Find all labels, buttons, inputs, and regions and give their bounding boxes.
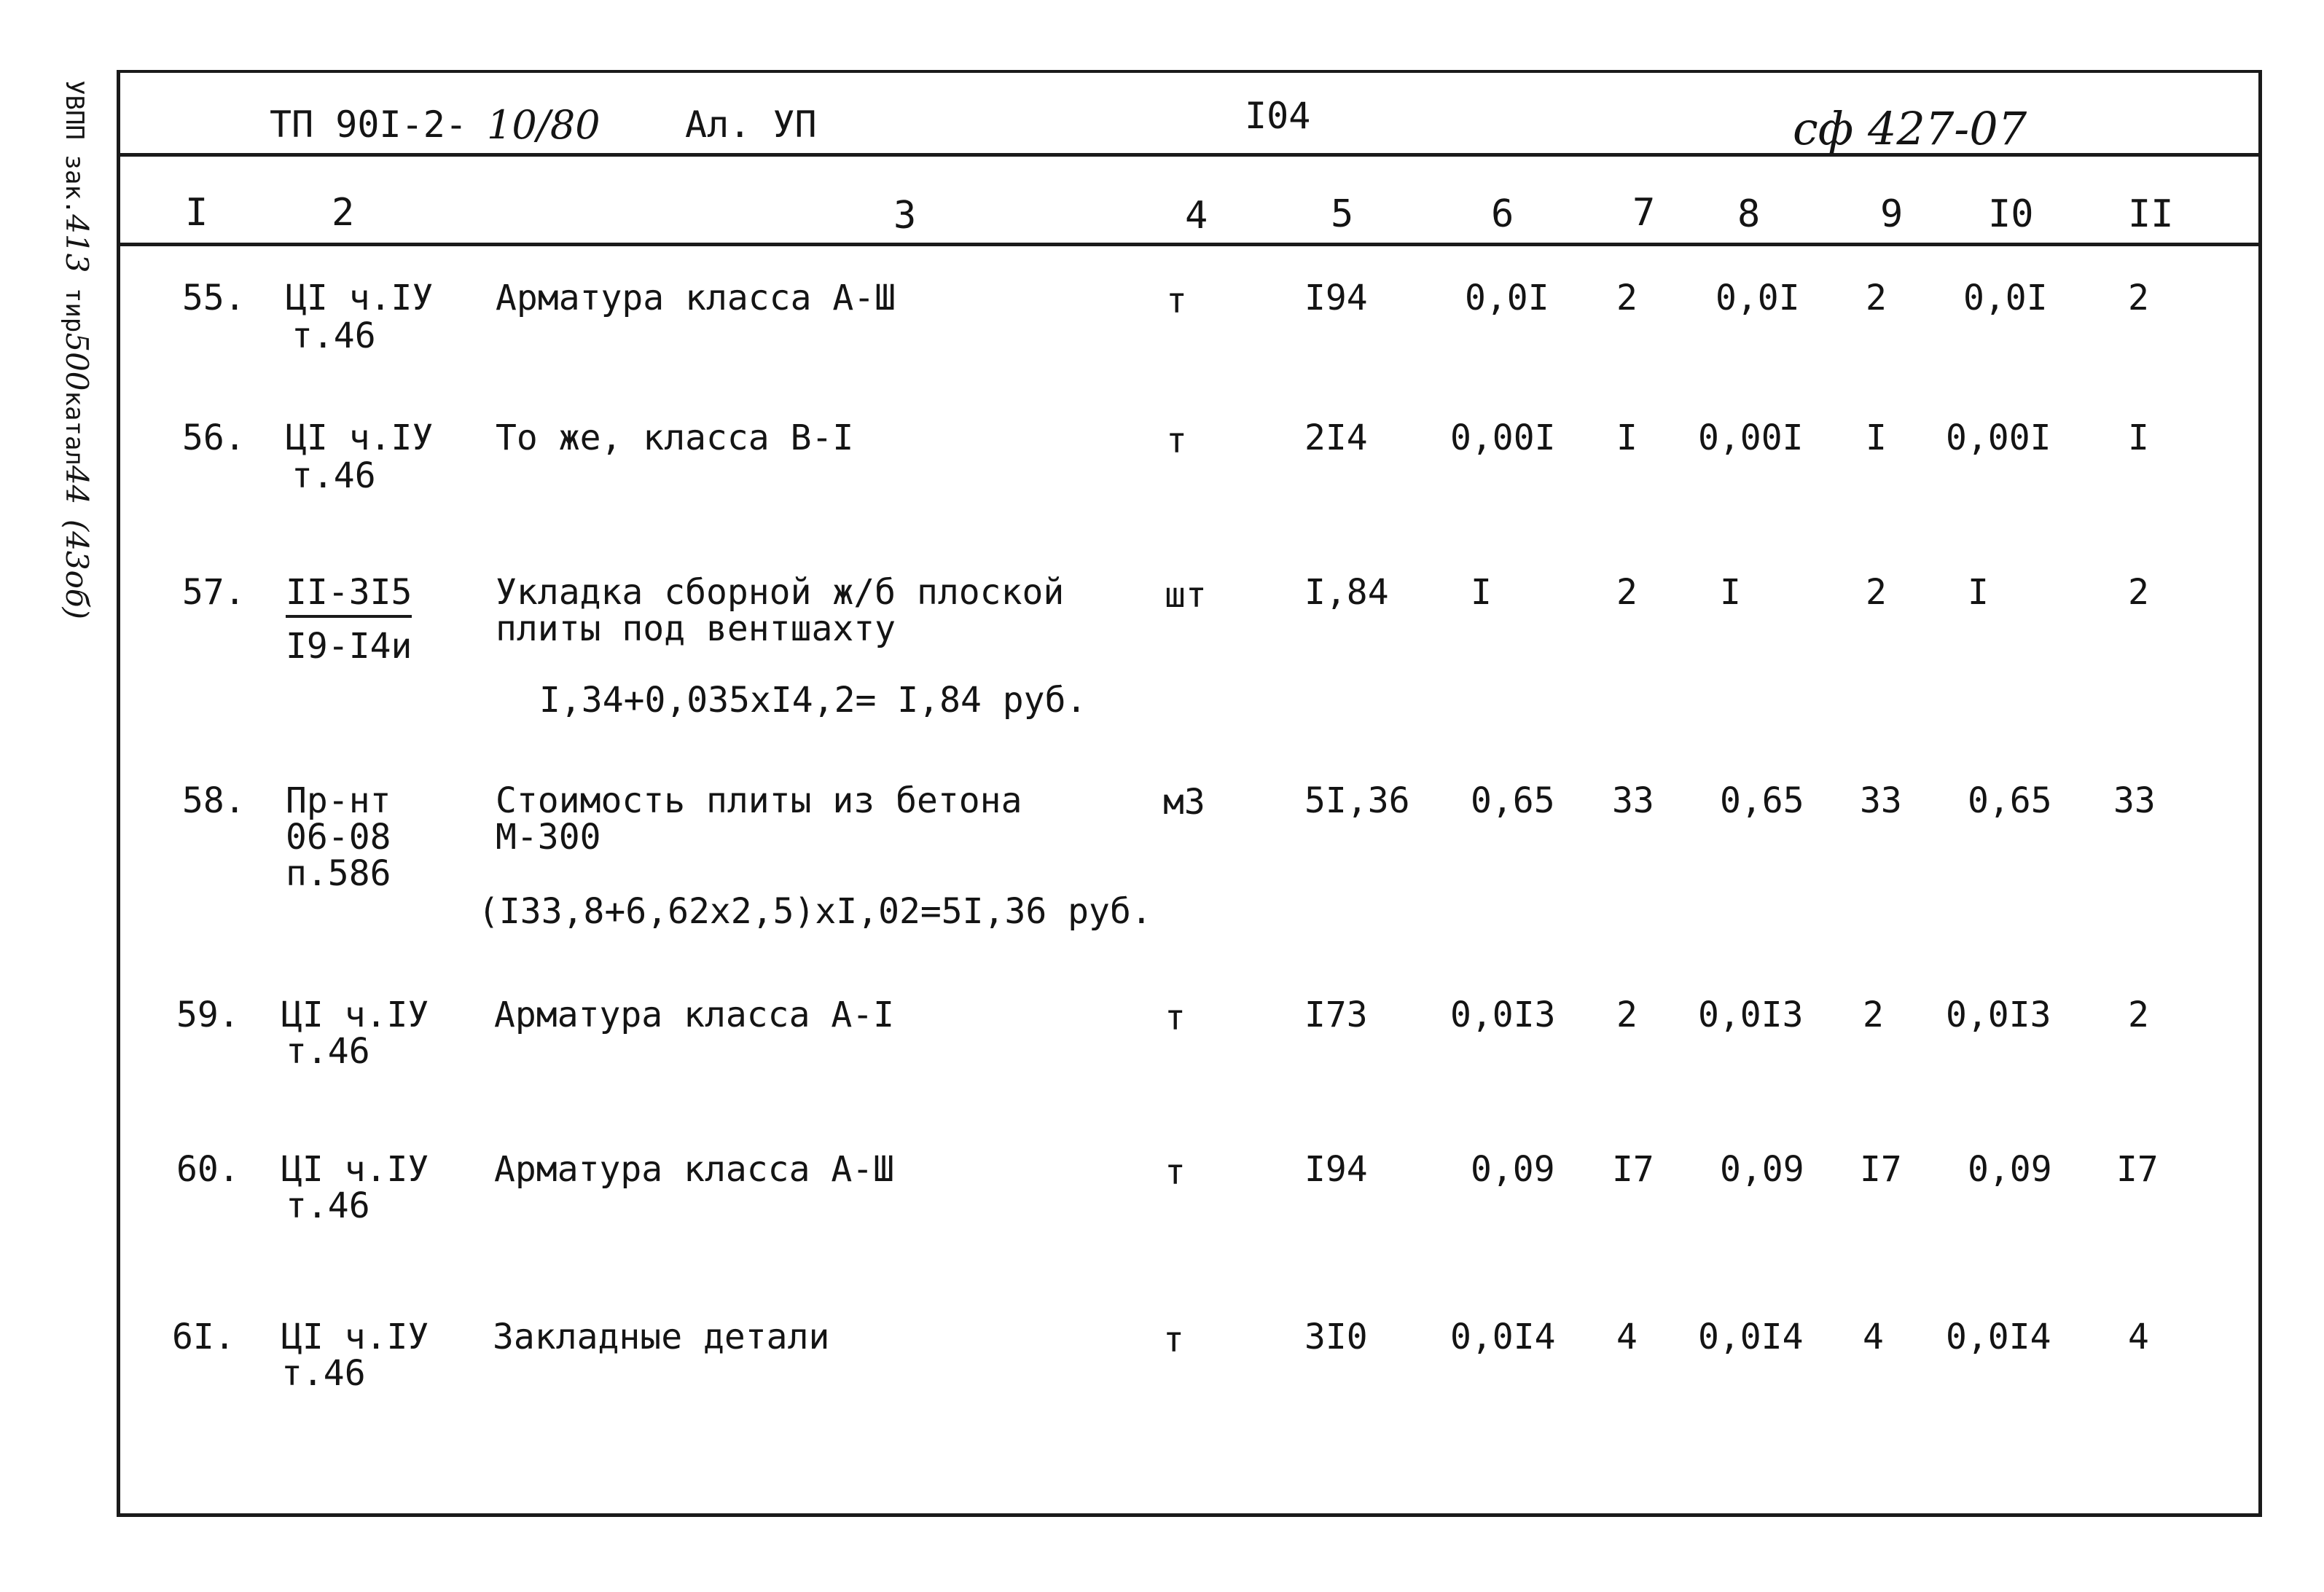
- row-60-col7: I7: [1612, 1149, 1654, 1190]
- row-58-col7: 33: [1612, 780, 1654, 821]
- row-55-col9: 2: [1866, 278, 1887, 318]
- row-55-col6: 0,0I: [1465, 278, 1549, 318]
- row-57-ref: II-3I5: [286, 574, 412, 618]
- row-57-col10: I: [1968, 572, 1989, 613]
- row-55-col7: 2: [1616, 278, 1638, 318]
- row-58-col9: 33: [1860, 780, 1902, 821]
- column-header-3: 3: [893, 194, 917, 238]
- project-prefix: ТП 90I-2-: [270, 103, 467, 146]
- row-56-col10: 0,00I: [1946, 417, 2051, 458]
- row-57-col11: 2: [2128, 572, 2149, 613]
- album-label: Ал. УП: [685, 103, 817, 146]
- row-57-col6: I: [1471, 572, 1492, 613]
- row-55-ref: ЦI ч.IУ: [286, 278, 434, 318]
- row-61-col10: 0,0I4: [1946, 1317, 2051, 1357]
- column-header-10: I0: [1988, 192, 2034, 236]
- row-59-ref: ЦI ч.IУ: [281, 995, 429, 1035]
- side-stamp-order-prefix: зак.: [60, 154, 89, 215]
- side-stamp-org: УВПП: [60, 80, 89, 140]
- row-59-ref-table: т.46: [286, 1031, 370, 1072]
- document-code: сф 427-07: [1793, 102, 2027, 155]
- row-56-number: 56.: [182, 417, 246, 458]
- row-58-ref-item: п.586: [286, 853, 391, 894]
- column-header-1: I: [185, 191, 208, 235]
- side-stamp-order-no: 413: [59, 214, 95, 273]
- row-55-number: 55.: [182, 278, 246, 318]
- row-56-ref: ЦI ч.IУ: [286, 417, 434, 458]
- row-58-ref-table: 06-08: [286, 817, 391, 858]
- row-57-ref-table: I9-I4и: [286, 626, 412, 667]
- row-60-unit: т: [1165, 1152, 1186, 1193]
- row-59-number: 59.: [176, 995, 240, 1035]
- row-60-col11: I7: [2116, 1149, 2159, 1190]
- side-stamp: [59, 80, 95, 619]
- row-60-col6: 0,09: [1471, 1149, 1555, 1190]
- row-60-col10: 0,09: [1968, 1149, 2052, 1190]
- row-55-col11: 2: [2128, 278, 2149, 318]
- row-56-col7: I: [1616, 417, 1638, 458]
- row-58-name-cont: М-300: [496, 817, 601, 858]
- row-58-calculation: (I33,8+6,62х2,5)хI,02=5I,36 руб.: [478, 891, 1152, 932]
- row-61-number: 6I.: [172, 1317, 235, 1357]
- row-55-ref-table: т.46: [292, 315, 376, 356]
- row-58-col11: 33: [2113, 780, 2156, 821]
- row-61-ref-table: т.46: [281, 1353, 366, 1394]
- row-56-col6: 0,00I: [1450, 417, 1556, 458]
- row-60-name: Арматура класса А-Ш: [494, 1149, 895, 1190]
- row-58-ref: Пр-нт: [286, 780, 391, 821]
- row-56-col8: 0,00I: [1698, 417, 1804, 458]
- row-60-price: I94: [1304, 1149, 1368, 1190]
- row-57-calculation: I,34+0,035хI4,2= I,84 руб.: [539, 680, 1087, 721]
- row-59-col6: 0,0I3: [1450, 995, 1556, 1035]
- column-header-9: 9: [1880, 192, 1904, 236]
- row-61-col11: 4: [2128, 1317, 2149, 1357]
- row-59-price: I73: [1304, 995, 1368, 1035]
- row-58-unit: м3: [1163, 782, 1205, 823]
- column-header-7: 7: [1632, 191, 1656, 235]
- row-57-price: I,84: [1304, 572, 1389, 613]
- column-header-11: II: [2128, 192, 2174, 236]
- column-header-2: 2: [332, 191, 355, 235]
- row-55-unit: т: [1166, 281, 1187, 321]
- row-60-ref: ЦI ч.IУ: [281, 1149, 429, 1190]
- row-60-col9: I7: [1860, 1149, 1902, 1190]
- row-59-col7: 2: [1616, 995, 1638, 1035]
- column-header-4: 4: [1185, 194, 1208, 238]
- row-61-col8: 0,0I4: [1698, 1317, 1804, 1357]
- row-58-col6: 0,65: [1471, 780, 1555, 821]
- row-56-price: 2I4: [1304, 417, 1368, 458]
- column-header-8: 8: [1737, 192, 1761, 236]
- row-59-unit: т: [1165, 997, 1186, 1038]
- side-stamp-circulation: 500: [59, 332, 95, 391]
- row-59-col9: 2: [1863, 995, 1884, 1035]
- page-number: I04: [1245, 95, 1311, 137]
- row-57-unit: шт: [1165, 575, 1207, 616]
- row-56-name: То же, класса В-I: [496, 417, 854, 458]
- column-numbers-divider: [117, 243, 2262, 246]
- column-header-6: 6: [1491, 192, 1514, 236]
- row-60-number: 60.: [176, 1149, 240, 1190]
- row-61-ref: ЦI ч.IУ: [281, 1317, 429, 1357]
- row-57-name: Укладка сборной ж/б плоской: [496, 572, 1065, 613]
- row-58-number: 58.: [182, 780, 246, 821]
- row-59-col11: 2: [2128, 995, 2149, 1035]
- row-58-col8: 0,65: [1720, 780, 1804, 821]
- row-55-name: Арматура класса А-Ш: [496, 278, 896, 318]
- side-stamp-kind: катал: [60, 391, 89, 466]
- row-59-col10: 0,0I3: [1946, 995, 2051, 1035]
- row-61-unit: т: [1163, 1320, 1184, 1360]
- row-57-col9: 2: [1866, 572, 1887, 613]
- side-stamp-sheet-no: 44: [59, 465, 95, 505]
- row-59-col8: 0,0I3: [1698, 995, 1804, 1035]
- row-55-col10: 0,0I: [1963, 278, 2048, 318]
- project-suffix: 10/80: [487, 102, 600, 148]
- row-56-col9: I: [1866, 417, 1887, 458]
- row-61-col9: 4: [1863, 1317, 1884, 1357]
- row-58-price: 5I,36: [1304, 780, 1410, 821]
- row-56-col11: I: [2128, 417, 2149, 458]
- row-61-price: 3I0: [1304, 1317, 1368, 1357]
- row-60-ref-table: т.46: [286, 1185, 370, 1226]
- side-stamp-note: (43об): [59, 519, 95, 619]
- row-55-col8: 0,0I: [1715, 278, 1800, 318]
- row-57-number: 57.: [182, 572, 246, 613]
- row-60-col8: 0,09: [1720, 1149, 1804, 1190]
- row-57-name-cont: плиты под вентшахту: [496, 608, 896, 649]
- row-61-col6: 0,0I4: [1450, 1317, 1556, 1357]
- side-stamp-circulation-prefix: тир: [60, 287, 89, 333]
- row-56-unit: т: [1166, 420, 1187, 461]
- row-55-price: I94: [1304, 278, 1368, 318]
- row-57-col8: I: [1720, 572, 1741, 613]
- row-59-name: Арматура класса А-I: [494, 995, 895, 1035]
- row-58-col10: 0,65: [1968, 780, 2052, 821]
- row-57-col7: 2: [1616, 572, 1638, 613]
- row-58-name: Стоимость плиты из бетона: [496, 780, 1022, 821]
- column-header-5: 5: [1331, 192, 1354, 236]
- row-61-name: Закладные детали: [493, 1317, 830, 1357]
- row-56-ref-table: т.46: [292, 455, 376, 496]
- row-61-col7: 4: [1616, 1317, 1638, 1357]
